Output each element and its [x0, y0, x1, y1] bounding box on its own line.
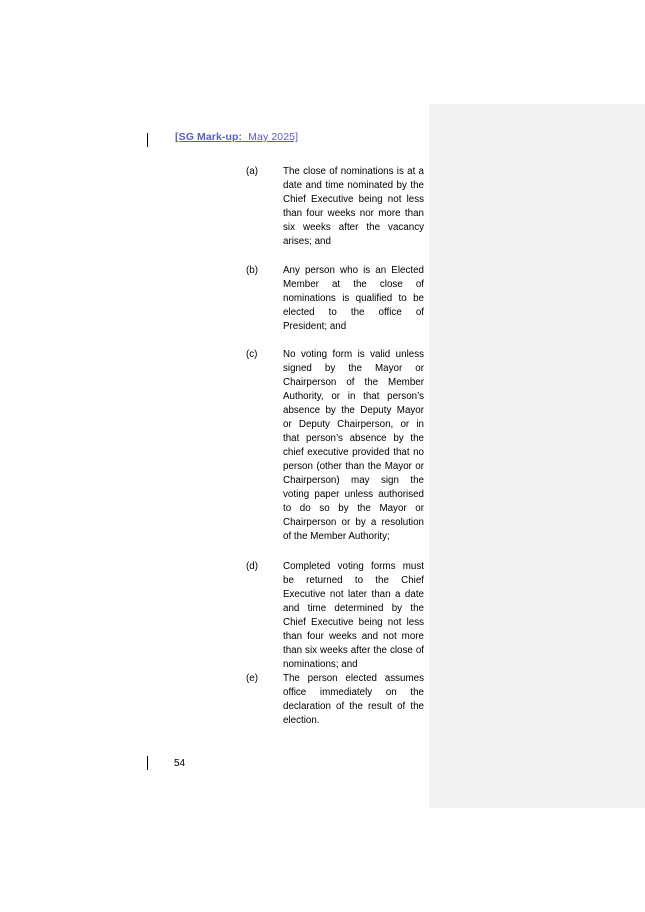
clause-text: Completed voting forms must be returned to the Chief Executive not later than a date and time determined by the Chief Executive being not less than four weeks and not more than six weeks after the close of nominations; and: [283, 561, 424, 670]
clause-text: Any person who is an Elected Member at the close of nominations is qualified to be elected to the office of President; and: [283, 265, 424, 332]
change-bar-top: [147, 133, 148, 147]
comment-pane: [429, 104, 645, 808]
clause-label: (d): [246, 561, 258, 572]
clause-text: No voting form is valid unless signed by the Mayor or Chairperson of the Member Authority, or in that person’s absence by the Deputy Mayor or Deputy Chairperson, or in that person’s absence by the chief executive provided that no person (other than the Mayor or Chairperson) may sign the voting paper unless authorised to do so by the Mayor or Chairperson or by a resolution of the Member Authority;: [283, 349, 424, 542]
change-bar-bottom: [147, 756, 148, 770]
clause-label: (c): [246, 349, 258, 360]
clause-label: (b): [246, 265, 258, 276]
markup-note: [175, 131, 298, 143]
clause-text: The person elected assumes office immediately on the declaration of the result of the election.: [283, 673, 424, 726]
markup-label: [SG Mark-up:: [175, 131, 243, 143]
markup-date: May 2025]: [248, 131, 299, 143]
clause-label: (e): [246, 673, 258, 684]
page-number: 54: [174, 758, 186, 769]
clause-label: (a): [246, 166, 258, 177]
clause-text: The close of nominations is at a date and time nominated by the Chief Executive being not less than four weeks nor more than six weeks after the vacancy arises; and: [283, 166, 424, 247]
